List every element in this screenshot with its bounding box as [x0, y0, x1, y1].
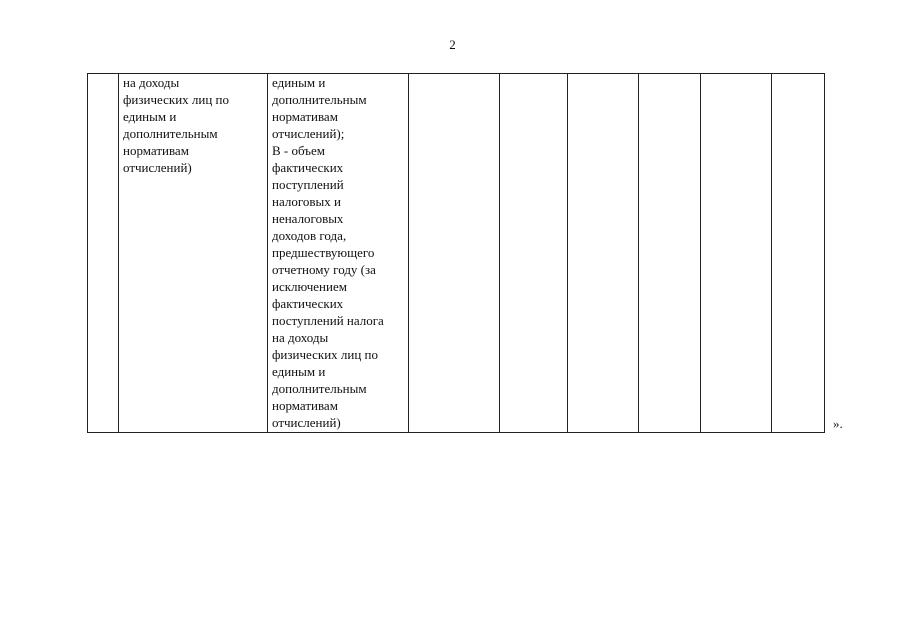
empty-cell [772, 74, 825, 433]
text-line: дополнительным [272, 381, 367, 396]
row-number-cell [88, 74, 119, 433]
text-line: нормативам [272, 398, 338, 413]
text-line: поступлений [272, 177, 344, 192]
text-line: физических лиц по [272, 347, 379, 362]
text-line: единым и [123, 109, 177, 124]
text-line: на доходы [272, 330, 329, 345]
empty-cell [500, 74, 568, 433]
text-line: единым и [272, 364, 326, 379]
empty-cell [568, 74, 639, 433]
formula-description-cell [268, 74, 409, 433]
text-line: единым и [272, 75, 326, 90]
text-line: налоговых и [272, 194, 341, 209]
text-line: В - объем [272, 143, 326, 158]
page-number: 2 [449, 37, 456, 52]
indicator-name-text [123, 74, 267, 176]
text-line: поступлений налога [272, 313, 384, 328]
text-line: физических лиц по [123, 92, 230, 107]
text-line: фактических [272, 296, 344, 311]
text-line: нормативам [123, 143, 189, 158]
text-line: отчислений) [123, 160, 192, 175]
text-line: доходов года, [272, 228, 347, 243]
empty-cell [409, 74, 500, 433]
text-line: отчислений); [272, 126, 345, 141]
text-line: неналоговых [272, 211, 344, 226]
text-line: дополнительным [272, 92, 367, 107]
empty-cell [701, 74, 772, 433]
formula-description-text [272, 74, 408, 431]
empty-cell [639, 74, 701, 433]
text-line: на доходы [123, 75, 180, 90]
closing-quote-mark: ». [833, 416, 843, 431]
table-row [88, 74, 825, 433]
text-line: отчетному году (за [272, 262, 376, 277]
indicator-table [87, 73, 825, 433]
indicator-name-cell [119, 74, 268, 433]
text-line: отчислений) [272, 415, 341, 430]
text-line: дополнительным [123, 126, 218, 141]
text-line: исключением [272, 279, 347, 294]
text-line: фактических [272, 160, 344, 175]
text-line: предшествующего [272, 245, 375, 260]
text-line: нормативам [272, 109, 338, 124]
